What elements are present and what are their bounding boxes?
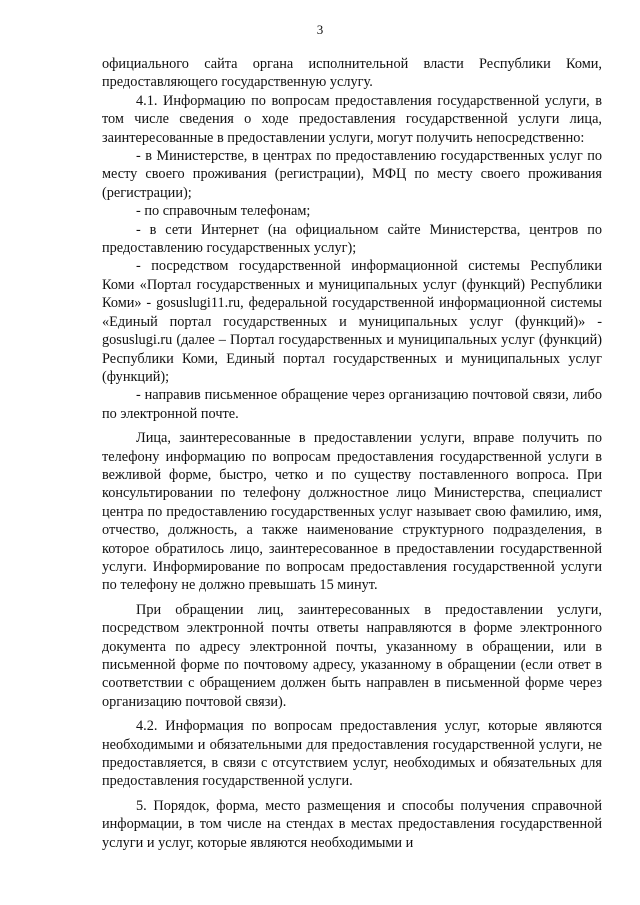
paragraph-4-2: 4.2. Информация по вопросам предоставления услуг, которые являются необходимыми и обязательными для предоставления государственной услуги, не предоставляется, в связи с отсутствием услуг, необходимых и обязательных для предоставления государственной услуги.: [102, 718, 602, 790]
list-item-phones: - по справочным телефонам;: [136, 203, 311, 220]
list-item-mail: - направив письменное обращение через организацию почтовой связи, либо по электронной почте.: [102, 387, 602, 422]
paragraph-email-requests: При обращении лиц, заинтересованных в предоставлении услуги, посредством электронной почты ответы направляются в форме электронного документа по адресу электронной почты, указанному в обращении, или в письменной форме по почтовому адресу, указанному в обращении (если ответ в соответствии с обращением должен быть направлен в письменной форме через организацию почтовой связи).: [102, 601, 602, 710]
document-body: [102, 55, 602, 852]
list-item-portal: - посредством государственной информационной системы Республики Коми «Портал государственных и муниципальных услуг (функций) Республики Коми» - gosuslugi11.ru, федеральной государственной информационной системы «Единый портал государственных и муниципальных услуг (функций)» - gosuslugi.ru (далее – Портал государственных и муниципальных услуг (функций) Республики Коми, Единый портал государственных и муниципальных услуг (функций);: [102, 258, 602, 385]
paragraph-4-1: 4.1. Информацию по вопросам предоставления государственной услуги, в том числе сведения о ходе предоставления государственной услуги лица, заинтересованные в предоставлении услуги, могут получить непосредственно:: [102, 92, 602, 146]
paragraph-intro-continuation: официального сайта органа исполнительной власти Республики Коми, предоставляющего государственную услугу.: [102, 56, 602, 91]
list-item-internet: - в сети Интернет (на официальном сайте Министерства, центров по предоставлению государственных услуг);: [102, 221, 602, 257]
page-number: 3: [316, 22, 324, 37]
paragraph-5: 5. Порядок, форма, место размещения и способы получения справочной информации, в том числе на стендах в местах предоставления государственной услуги и услуг, которые являются необходимыми и: [102, 797, 602, 851]
list-item-ministry: - в Министерстве, в центрах по предоставлению государственных услуг по месту своего проживания (регистрации), МФЦ по месту своего проживания (регистрации);: [102, 148, 602, 201]
paragraph-phone-consulting: Лица, заинтересованные в предоставлении услуги, вправе получить по телефону информацию по вопросам предоставления государственной услуги в вежливой форме, быстро, четко и по существу поставленного вопроса. При консультировании по телефону должностное лицо Министерства, специалист центра по предоставлению государственных услуг называет свою фамилию, имя, отчество, должность, а также наименование структурного подразделения, в которое обратилось лицо, заинтересованное в предоставлении государственной услуги. Информирование по вопросам предоставления государственной услуги по телефону не должно превышать 15 минут.: [102, 430, 602, 594]
